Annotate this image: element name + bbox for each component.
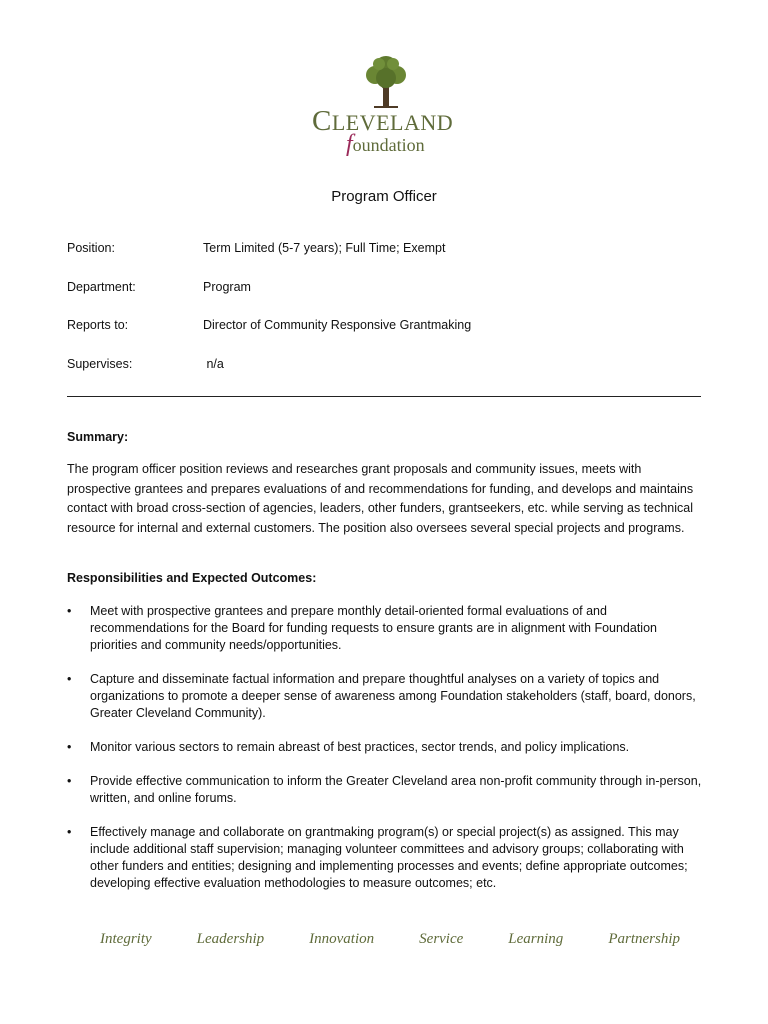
logo-wordmark-cleveland: CLEVELAND: [312, 105, 454, 137]
logo-wordmark-foundation: foundation: [346, 131, 425, 157]
info-label: Supervises:: [67, 357, 133, 371]
list-item-text: Provide effective communication to inform the Greater Cleveland area non-profit community through in-person, written, and online forums.: [90, 774, 702, 805]
bullet-icon: •: [67, 740, 72, 754]
value-integrity: Integrity: [100, 931, 152, 947]
list-item: [67, 773, 707, 807]
info-label: Position:: [67, 241, 115, 255]
page-title: Program Officer: [331, 188, 437, 205]
list-item-text: Capture and disseminate factual information and prepare thoughtful analyses on a variety of topics and organizations to promote a deeper sense of awareness among Foundation stakeholders (staff, board, donors, Greater Cleveland Community).: [90, 672, 696, 720]
bullet-icon: •: [67, 774, 72, 788]
responsibilities-heading: Responsibilities and Expected Outcomes:: [67, 571, 317, 585]
bullet-icon: •: [67, 604, 72, 618]
list-item: [67, 671, 707, 722]
info-value: Program: [203, 280, 251, 294]
value-innovation: Innovation: [309, 931, 375, 947]
core-values-footer: [100, 931, 680, 948]
cleveland-foundation-logo: [300, 54, 470, 158]
list-item: [67, 603, 707, 654]
value-partnership: Partnership: [608, 931, 680, 947]
value-service: Service: [419, 931, 464, 947]
summary-heading: Summary:: [67, 430, 129, 444]
summary-paragraph: The program officer position reviews and researches grant proposals and community issues, meets with prospective grantees and prepares evaluations of and recommendations for funding, and develops and maintains contact with broad cross-section of agencies, leaders, other funders, grantseekers, etc. while serving as technical resource for internal and external customers. The position also oversees several special projects and programs.: [67, 462, 694, 535]
bullet-icon: •: [67, 825, 72, 839]
info-value: Term Limited (5-7 years); Full Time; Exempt: [203, 241, 446, 255]
bullet-icon: •: [67, 672, 72, 686]
list-item: [67, 824, 707, 892]
tree-icon: [362, 54, 410, 110]
list-item-text: Effectively manage and collaborate on grantmaking program(s) or special project(s) as assigned. This may include additional staff supervision; managing volunteer committees and advisory groups; collaborating with other funders and entities; designing and implementing processes and events; define appropriate outcomes; developing effective evaluation methodologies to measure outcomes; etc.: [90, 825, 688, 890]
list-item-text: Monitor various sectors to remain abreast of best practices, sector trends, and policy implications.: [90, 740, 630, 754]
horizontal-divider: [67, 396, 701, 397]
info-label: Department:: [67, 280, 136, 294]
value-learning: Learning: [508, 931, 564, 947]
info-value: Director of Community Responsive Grantmaking: [203, 318, 472, 332]
list-item-text: Meet with prospective grantees and prepare monthly detail-oriented formal evaluations of and recommendations for the Board for funding requests to ensure grants are in alignment with Foundation priorities and community needs/opportunities.: [90, 604, 657, 652]
value-leadership: Leadership: [196, 931, 265, 947]
responsibilities-list: [67, 603, 707, 892]
info-label: Reports to:: [67, 318, 129, 332]
list-item: [67, 739, 707, 756]
info-value: n/a: [203, 357, 224, 371]
